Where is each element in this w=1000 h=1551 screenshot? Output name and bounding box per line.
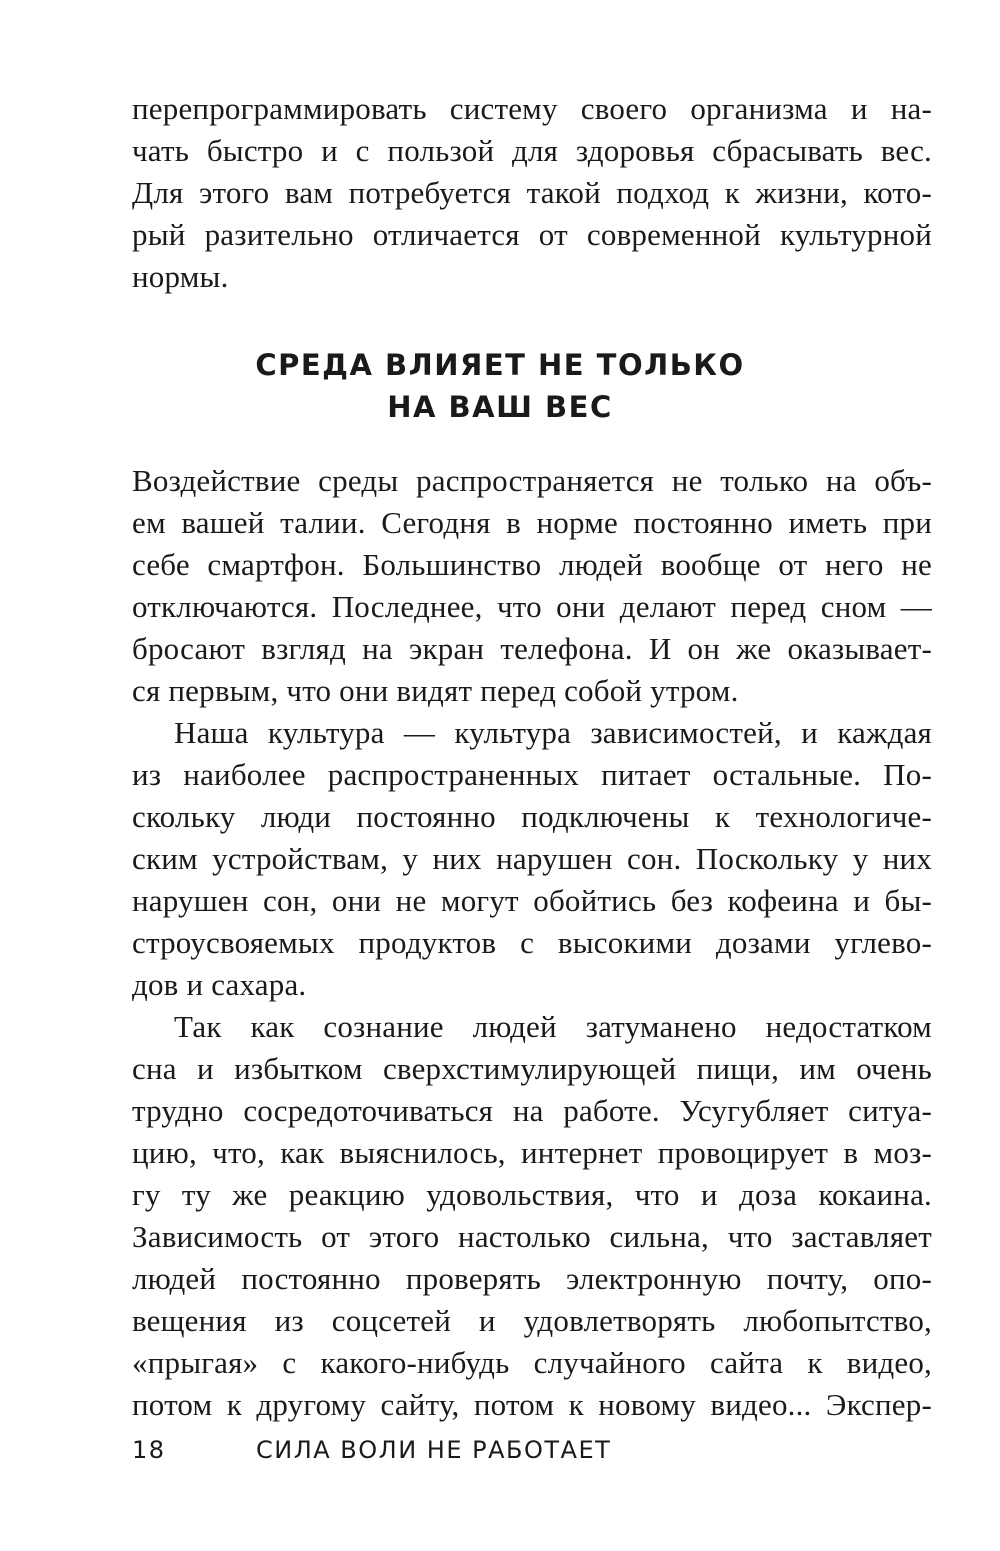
text-line: ским устройствам, у них нарушен сон. Поскольку у них [132,841,932,876]
running-title: СИЛА ВОЛИ НЕ РАБОТАЕТ [256,1436,612,1464]
text-line: «прыгая» с какого-нибудь случайного сайта к видео, [132,1345,932,1380]
text-line: ся первым, что они видят перед собой утром. [132,673,739,708]
text-line: себе смартфон. Большинство людей вообще от него не [132,547,932,582]
text-line: Для этого вам потребуется такой подход к жизни, кото- [132,175,932,210]
paragraph [132,1006,932,1426]
text-line: потом к другому сайту, потом к новому видео... Экспер- [132,1387,932,1422]
paragraph [132,712,932,1006]
text-line: вещения из соцсетей и удовлетворять любопытство, [132,1303,932,1338]
text-line: цию, что, как выяснилось, интернет провоцирует в моз- [132,1135,932,1170]
text-line: Наша культура — культура зависимостей, и каждая [174,715,932,750]
text-line: скольку люди постоянно подключены к технологиче- [132,799,932,834]
text-line: ем вашей талии. Сегодня в норме постоянно иметь при [132,505,932,540]
text-line: из наиболее распространенных питает остальные. По- [132,757,932,792]
text-line: нормы. [132,259,229,294]
text-line: чать быстро и с пользой для здоровья сбрасывать вес. [132,133,932,168]
text-line: отключаются. Последнее, что они делают перед сном — [132,589,932,624]
page-number: 18 [132,1436,166,1464]
section-heading [0,344,1000,428]
text-line: нарушен сон, они не могут обойтись без кофеина и бы- [132,883,932,918]
text-line: гу ту же реакцию удовольствия, что и доза кокаина. [132,1177,932,1212]
paragraph [132,460,932,712]
text-line: строусвояемых продуктов с высокими дозами углево- [132,925,932,960]
text-line: Так как сознание людей затуманено недостатком [174,1009,932,1044]
text-line: Зависимость от этого настолько сильна, что заставляет [132,1219,932,1254]
text-line: дов и сахара. [132,967,307,1002]
intro-paragraph [132,88,932,298]
text-line: Воздействие среды распространяется не только на объ- [132,463,932,498]
section-heading-line: СРЕДА ВЛИЯЕТ НЕ ТОЛЬКО [255,348,745,382]
section-body [132,460,932,1426]
text-line: трудно сосредоточиваться на работе. Усугубляет ситуа- [132,1093,932,1128]
text-line: людей постоянно проверять электронную почту, опо- [132,1261,932,1296]
text-line: рый разительно отличается от современной культурной [132,217,932,252]
section-heading-line: НА ВАШ ВЕС [387,390,613,424]
text-line: бросают взгляд на экран телефона. И он же оказывает- [132,631,932,666]
text-line: сна и избытком сверхстимулирующей пищи, им очень [132,1051,932,1086]
text-line: перепрограммировать систему своего организма и на- [132,91,932,126]
